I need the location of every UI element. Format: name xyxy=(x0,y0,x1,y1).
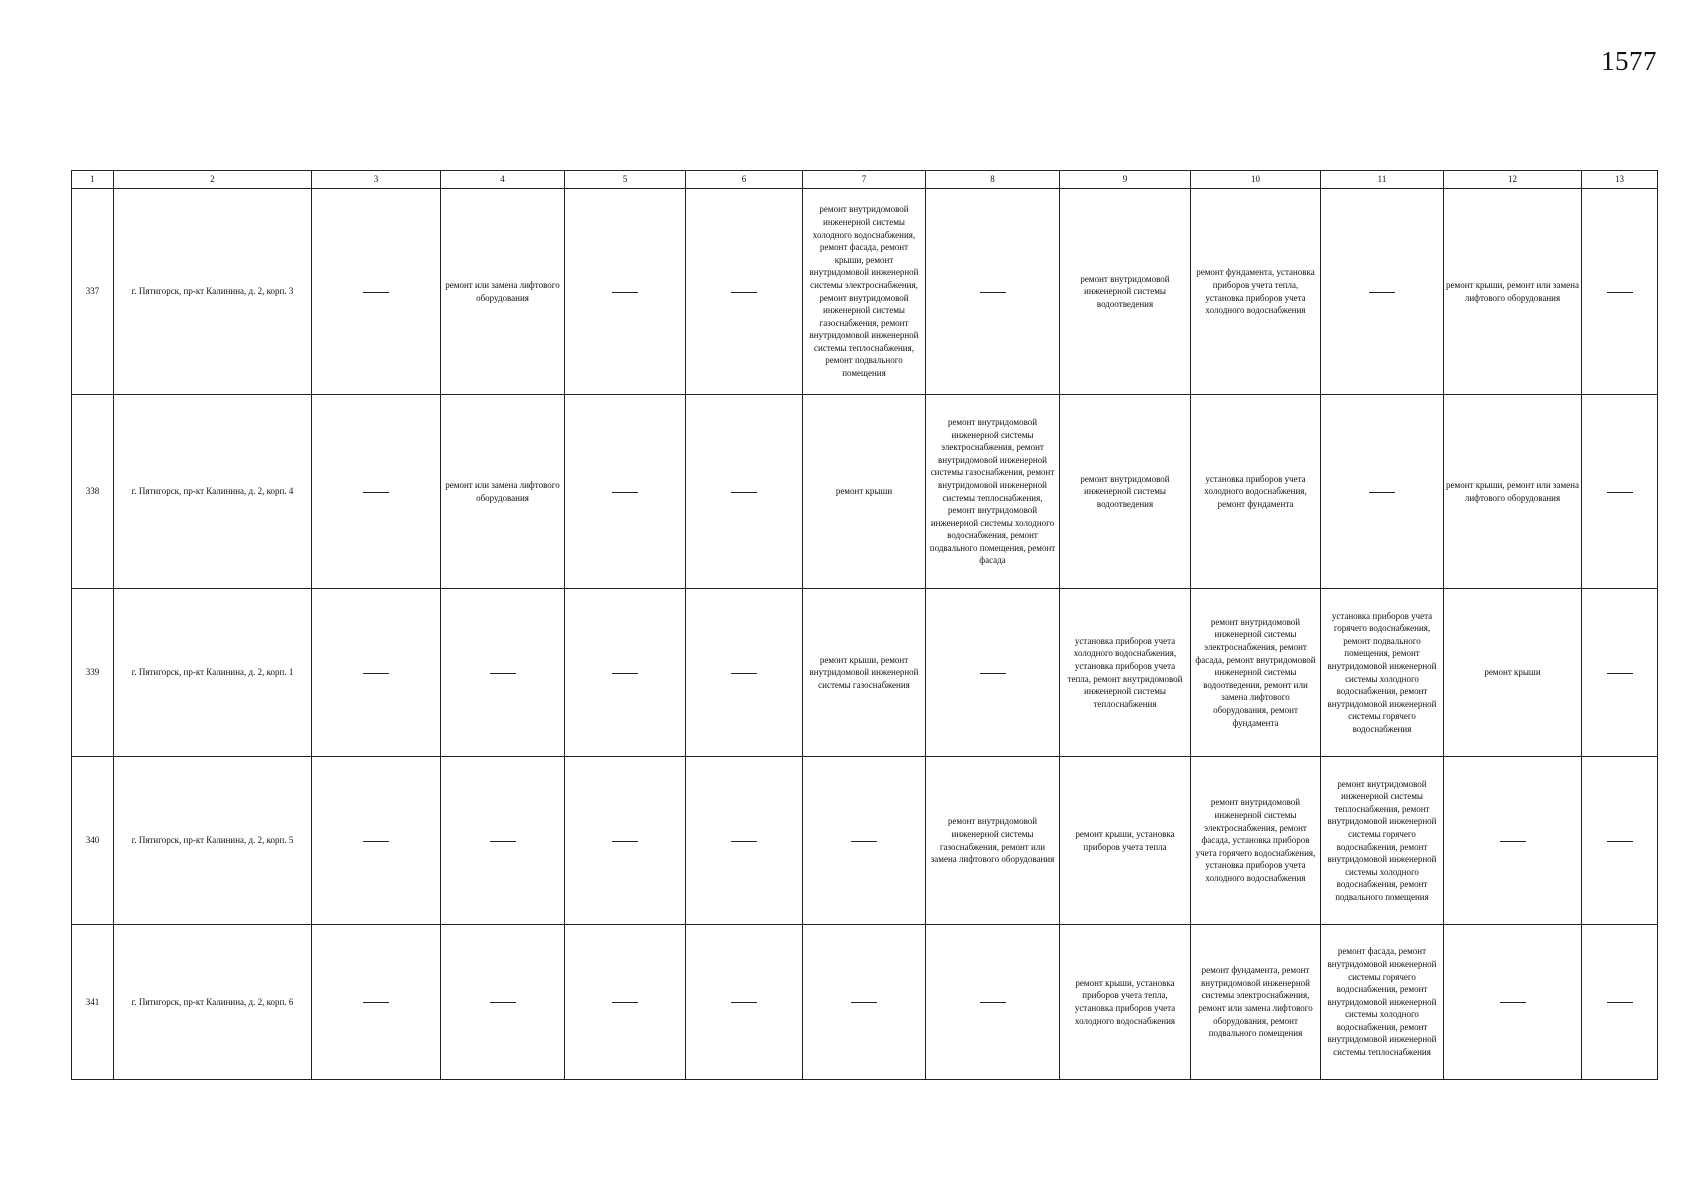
column-number: 7 xyxy=(803,171,926,189)
table-cell xyxy=(686,189,803,395)
dash-mark xyxy=(363,292,389,293)
dash-mark xyxy=(731,292,757,293)
dash-mark xyxy=(612,673,638,674)
dash-mark xyxy=(1500,1002,1526,1003)
dash-mark xyxy=(731,1002,757,1003)
dash-mark xyxy=(851,841,877,842)
table-cell xyxy=(565,757,686,925)
table-row xyxy=(72,589,1658,757)
table-cell: установка приборов учета холодного водоснабжения, установка приборов учета тепла, ремонт внутридомовой инженерной системы теплоснабжения xyxy=(1060,589,1191,757)
table-cell: ремонт или замена лифтового оборудования xyxy=(441,395,565,589)
dash-mark xyxy=(612,292,638,293)
dash-mark xyxy=(980,1002,1006,1003)
dash-mark xyxy=(363,1002,389,1003)
column-number-row xyxy=(72,171,1658,189)
table-cell xyxy=(926,925,1060,1080)
column-number: 12 xyxy=(1444,171,1582,189)
dash-mark xyxy=(1607,292,1633,293)
dash-mark xyxy=(363,492,389,493)
table-cell xyxy=(312,189,441,395)
table-cell: ремонт внутридомовой инженерной системы электроснабжения, ремонт внутридомовой инженерной системы газоснабжения, ремонт внутридомовой инженерной системы теплоснабжения, ремонт внутридомовой инженерной системы холодного водоснабжения, ремонт подвального помещения, ремонт фасада xyxy=(926,395,1060,589)
address-cell: г. Пятигорск, пр-кт Калинина, д. 2, корп. 4 xyxy=(114,395,312,589)
table-cell xyxy=(1321,395,1444,589)
row-number: 337 xyxy=(72,189,114,395)
column-number: 4 xyxy=(441,171,565,189)
dash-mark xyxy=(731,673,757,674)
table-cell xyxy=(1582,925,1658,1080)
column-number: 6 xyxy=(686,171,803,189)
table-cell: ремонт или замена лифтового оборудования xyxy=(441,189,565,395)
table-cell xyxy=(1582,395,1658,589)
table-cell: ремонт внутридомовой инженерной системы электроснабжения, ремонт фасада, ремонт внутридомовой инженерной системы водоотведения, ремонт или замена лифтового оборудования, ремонт фундамента xyxy=(1191,589,1321,757)
table-cell xyxy=(312,589,441,757)
table-cell xyxy=(565,189,686,395)
dash-mark xyxy=(1607,673,1633,674)
table-cell xyxy=(441,925,565,1080)
column-number: 13 xyxy=(1582,171,1658,189)
table-cell xyxy=(686,757,803,925)
table-cell xyxy=(1582,589,1658,757)
table-cell: ремонт фундамента, установка приборов учета тепла, установка приборов учета холодного водоснабжения xyxy=(1191,189,1321,395)
dash-mark xyxy=(363,673,389,674)
table-cell: ремонт крыши, установка приборов учета тепла xyxy=(1060,757,1191,925)
dash-mark xyxy=(1500,841,1526,842)
column-number: 9 xyxy=(1060,171,1191,189)
row-number: 338 xyxy=(72,395,114,589)
table-cell: ремонт внутридомовой инженерной системы водоотведения xyxy=(1060,189,1191,395)
table-cell xyxy=(565,589,686,757)
address-cell: г. Пятигорск, пр-кт Калинина, д. 2, корп. 1 xyxy=(114,589,312,757)
table-cell: ремонт крыши, ремонт внутридомовой инженерной системы газоснабжения xyxy=(803,589,926,757)
table-cell: ремонт фасада, ремонт внутридомовой инженерной системы горячего водоснабжения, ремонт внутридомовой инженерной системы холодного водоснабжения, ремонт внутридомовой инженерной системы теплоснабжения xyxy=(1321,925,1444,1080)
table-cell: ремонт внутридомовой инженерной системы электроснабжения, ремонт фасада, установка приборов учета горячего водоснабжения, установка приборов учета холодного водоснабжения xyxy=(1191,757,1321,925)
table-cell xyxy=(1321,189,1444,395)
table-cell xyxy=(312,395,441,589)
dash-mark xyxy=(363,841,389,842)
dash-mark xyxy=(1607,492,1633,493)
table-cell: ремонт фундамента, ремонт внутридомовой инженерной системы электроснабжения, ремонт или замена лифтового оборудования, ремонт подвального помещения xyxy=(1191,925,1321,1080)
column-number: 5 xyxy=(565,171,686,189)
table-cell: ремонт крыши, установка приборов учета тепла, установка приборов учета холодного водоснабжения xyxy=(1060,925,1191,1080)
dash-mark xyxy=(731,841,757,842)
table-cell: установка приборов учета горячего водоснабжения, ремонт подвального помещения, ремонт внутридомовой инженерной системы холодного водоснабжения, ремонт внутридомовой инженерной системы горячего водоснабжения xyxy=(1321,589,1444,757)
table-cell: ремонт крыши xyxy=(1444,589,1582,757)
table-cell xyxy=(926,189,1060,395)
table-cell xyxy=(803,925,926,1080)
table-cell xyxy=(1444,925,1582,1080)
table-cell xyxy=(441,589,565,757)
dash-mark xyxy=(612,1002,638,1003)
column-number: 10 xyxy=(1191,171,1321,189)
dash-mark xyxy=(851,1002,877,1003)
table-cell xyxy=(312,757,441,925)
address-cell: г. Пятигорск, пр-кт Калинина, д. 2, корп. 5 xyxy=(114,757,312,925)
dash-mark xyxy=(612,841,638,842)
dash-mark xyxy=(612,492,638,493)
table-cell: ремонт внутридомовой инженерной системы газоснабжения, ремонт или замена лифтового оборудования xyxy=(926,757,1060,925)
table-cell xyxy=(1444,757,1582,925)
dash-mark xyxy=(1369,292,1395,293)
dash-mark xyxy=(731,492,757,493)
table-cell xyxy=(312,925,441,1080)
row-number: 340 xyxy=(72,757,114,925)
table-cell xyxy=(1582,189,1658,395)
dash-mark xyxy=(490,1002,516,1003)
table-cell xyxy=(803,757,926,925)
dash-mark xyxy=(980,673,1006,674)
dash-mark xyxy=(980,292,1006,293)
table-row xyxy=(72,189,1658,395)
address-cell: г. Пятигорск, пр-кт Калинина, д. 2, корп. 3 xyxy=(114,189,312,395)
table-cell xyxy=(686,589,803,757)
table-cell: ремонт крыши, ремонт или замена лифтового оборудования xyxy=(1444,189,1582,395)
dash-mark xyxy=(1369,492,1395,493)
table-cell: ремонт крыши xyxy=(803,395,926,589)
row-number: 339 xyxy=(72,589,114,757)
table-cell xyxy=(686,925,803,1080)
column-number: 1 xyxy=(72,171,114,189)
table-cell xyxy=(926,589,1060,757)
table-cell xyxy=(441,757,565,925)
page-number: 1577 xyxy=(1601,46,1657,76)
dash-mark xyxy=(490,841,516,842)
table-cell: ремонт внутридомовой инженерной системы холодного водоснабжения, ремонт фасада, ремонт крыши, ремонт внутридомовой инженерной системы электроснабжения, ремонт внутридомовой инженерной системы газоснабжения, ремонт внутридомовой инженерной системы теплоснабжения, ремонт подвального помещения xyxy=(803,189,926,395)
table-row xyxy=(72,925,1658,1080)
table-cell xyxy=(1582,757,1658,925)
dash-mark xyxy=(1607,1002,1633,1003)
column-number: 11 xyxy=(1321,171,1444,189)
table-row xyxy=(72,395,1658,589)
column-number: 8 xyxy=(926,171,1060,189)
table-cell: ремонт внутридомовой инженерной системы водоотведения xyxy=(1060,395,1191,589)
dash-mark xyxy=(1607,841,1633,842)
table-cell xyxy=(686,395,803,589)
table-cell xyxy=(565,395,686,589)
table-row xyxy=(72,757,1658,925)
dash-mark xyxy=(490,673,516,674)
table-cell: ремонт внутридомовой инженерной системы теплоснабжения, ремонт внутридомовой инженерной системы горячего водоснабжения, ремонт внутридомовой инженерной системы холодного водоснабжения, ремонт подвального помещения xyxy=(1321,757,1444,925)
repair-plan-table xyxy=(71,170,1658,1080)
column-number: 2 xyxy=(114,171,312,189)
table-cell xyxy=(565,925,686,1080)
table-cell: ремонт крыши, ремонт или замена лифтового оборудования xyxy=(1444,395,1582,589)
row-number: 341 xyxy=(72,925,114,1080)
column-number: 3 xyxy=(312,171,441,189)
table-cell: установка приборов учета холодного водоснабжения, ремонт фундамента xyxy=(1191,395,1321,589)
address-cell: г. Пятигорск, пр-кт Калинина, д. 2, корп. 6 xyxy=(114,925,312,1080)
